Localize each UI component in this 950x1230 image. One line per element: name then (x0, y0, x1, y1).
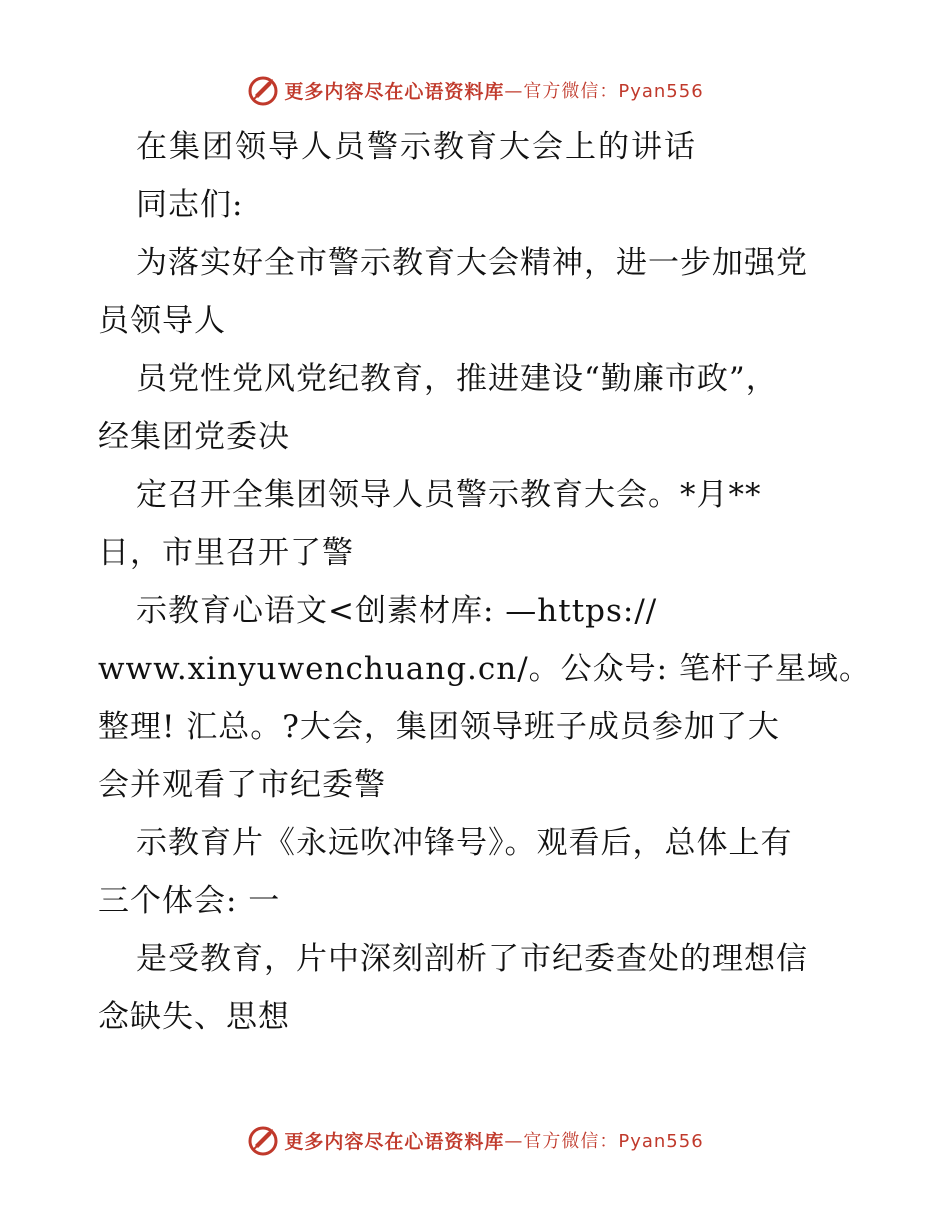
quill-logo-icon (246, 73, 280, 107)
paragraph-line: 员领导人 (98, 303, 226, 339)
header-banner (0, 70, 950, 110)
banner-brand: 更多内容尽在心语资料库 (284, 1130, 505, 1153)
document-lines (98, 176, 871, 1046)
document-body (98, 118, 871, 1046)
paragraph-line: 三个体会: 一 (98, 883, 281, 919)
paragraph-line: 是受教育，片中深刻剖析了市纪委查处的理想信 (136, 941, 808, 977)
paragraph-line: 示教育片《永远吹冲锋号》。观看后，总体上有 (136, 825, 793, 861)
paragraph-line: 定召开全集团领导人员警示教育大会。*月** (136, 477, 762, 513)
paragraph-line: 示教育心语文<创素材库: —https:// (136, 593, 658, 629)
paragraph-line: 同志们: (136, 187, 244, 223)
paragraph-line: www.xinyuwenchuang.cn/。公众号: 笔杆子星域。 (98, 651, 871, 687)
paragraph-line: 经集团党委决 (98, 419, 290, 455)
paragraph-line: 会并观看了市纪委警 (98, 767, 386, 803)
paragraph-line: 念缺失、思想 (98, 999, 290, 1035)
paragraph-line: 整理! 汇总。?大会，集团领导班子成员参加了大 (98, 709, 780, 745)
paragraph-line: 日，市里召开了警 (98, 535, 354, 571)
document-title: 在集团领导人员警示教育大会上的讲话 (136, 129, 697, 165)
footer-banner (0, 1120, 950, 1160)
quill-logo-icon (246, 1123, 280, 1157)
paragraph-line: 员党性党风党纪教育，推进建设“勤廉市政”， (136, 361, 778, 397)
paragraph-line: 为落实好全市警示教育大会精神，进一步加强党 (136, 245, 808, 281)
banner-wechat: —官方微信：Pyan556 (504, 1131, 704, 1152)
banner-brand: 更多内容尽在心语资料库 (284, 80, 505, 103)
banner-wechat: —官方微信：Pyan556 (504, 81, 704, 102)
